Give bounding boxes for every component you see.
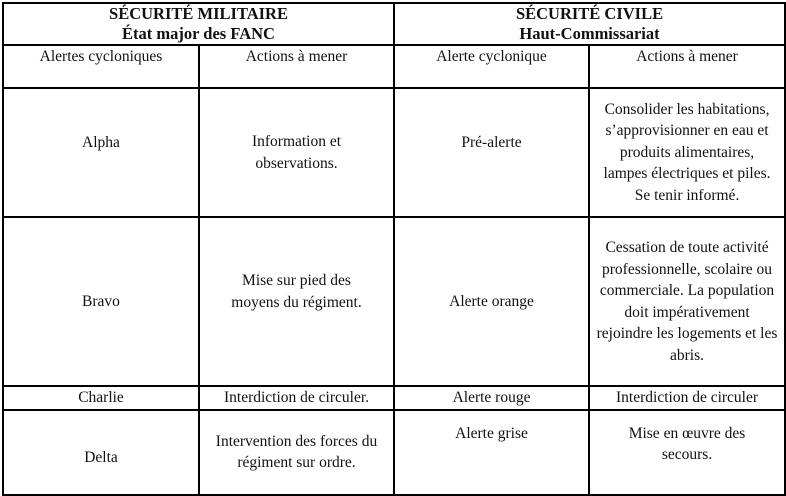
civil-alert-level: Alerte grise [455, 424, 528, 442]
civil-alert-cell [394, 386, 589, 410]
table-row-bravo [3, 217, 785, 386]
col-header-military-alert: Alertes cycloniques [3, 45, 199, 88]
civil-alert-cell [394, 88, 589, 217]
military-action-text: Intervention des forces du régiment sur ordre. [215, 432, 378, 471]
military-action-text: Mise sur pied des moyens du régiment. [231, 272, 362, 311]
military-alert-level: Charlie [78, 389, 124, 406]
table-row-charlie [3, 386, 785, 410]
table-row-delta [3, 410, 785, 495]
civil-section-title: SÉCURITÉ CIVILE [515, 4, 664, 23]
civil-alert-level: Alerte rouge [452, 389, 531, 406]
civil-alert-cell [394, 217, 589, 386]
civil-action-text: Consolider les habitations, s’approvisionner en eau et produits alimentaires, lampes électriques et piles. Se tenir informé. [603, 100, 771, 204]
civil-alert-cell [394, 410, 589, 495]
military-action-cell [199, 386, 394, 410]
table-row-alpha [3, 88, 785, 217]
military-section-subtitle: État major des FANC [122, 24, 275, 43]
military-alert-level: Bravo [82, 292, 120, 310]
column-header-row [3, 45, 785, 88]
military-section-header [3, 3, 394, 45]
military-action-cell [199, 410, 394, 495]
military-alert-cell [3, 217, 199, 386]
civil-action-cell [589, 386, 785, 410]
military-alert-cell [3, 410, 199, 495]
civil-section-header [394, 3, 785, 45]
col-header-military-actions: Actions à mener [199, 45, 394, 88]
military-alert-cell [3, 88, 199, 217]
civil-alert-level: Pré-alerte [461, 133, 522, 151]
civil-action-cell [589, 410, 785, 495]
civil-action-text: Cessation de toute activité professionnelle, scolaire ou commerciale. La population doit impérativement rejoindre les logements et les abris. [596, 239, 778, 364]
military-alert-level: Delta [84, 449, 118, 467]
military-action-cell [199, 217, 394, 386]
military-action-text: Information et observations. [251, 133, 342, 172]
military-alert-level: Alpha [82, 133, 120, 151]
civil-action-cell [589, 217, 785, 386]
military-action-text: Interdiction de circuler. [223, 389, 370, 406]
civil-section-subtitle: Haut-Commissariat [519, 24, 660, 43]
civil-action-text: Mise en œuvre des secours. [628, 424, 746, 463]
civil-alert-level: Alerte orange [449, 292, 534, 310]
military-section-title: SÉCURITÉ MILITAIRE [109, 4, 288, 23]
col-header-civil-actions: Actions à mener [589, 45, 785, 88]
section-header-row [3, 3, 785, 45]
civil-action-text: Interdiction de circuler [616, 389, 759, 406]
civil-action-cell [589, 88, 785, 217]
military-alert-cell [3, 386, 199, 410]
col-header-civil-alert: Alerte cyclonique [394, 45, 589, 88]
military-action-cell [199, 88, 394, 217]
cyclone-alert-table [2, 2, 786, 496]
